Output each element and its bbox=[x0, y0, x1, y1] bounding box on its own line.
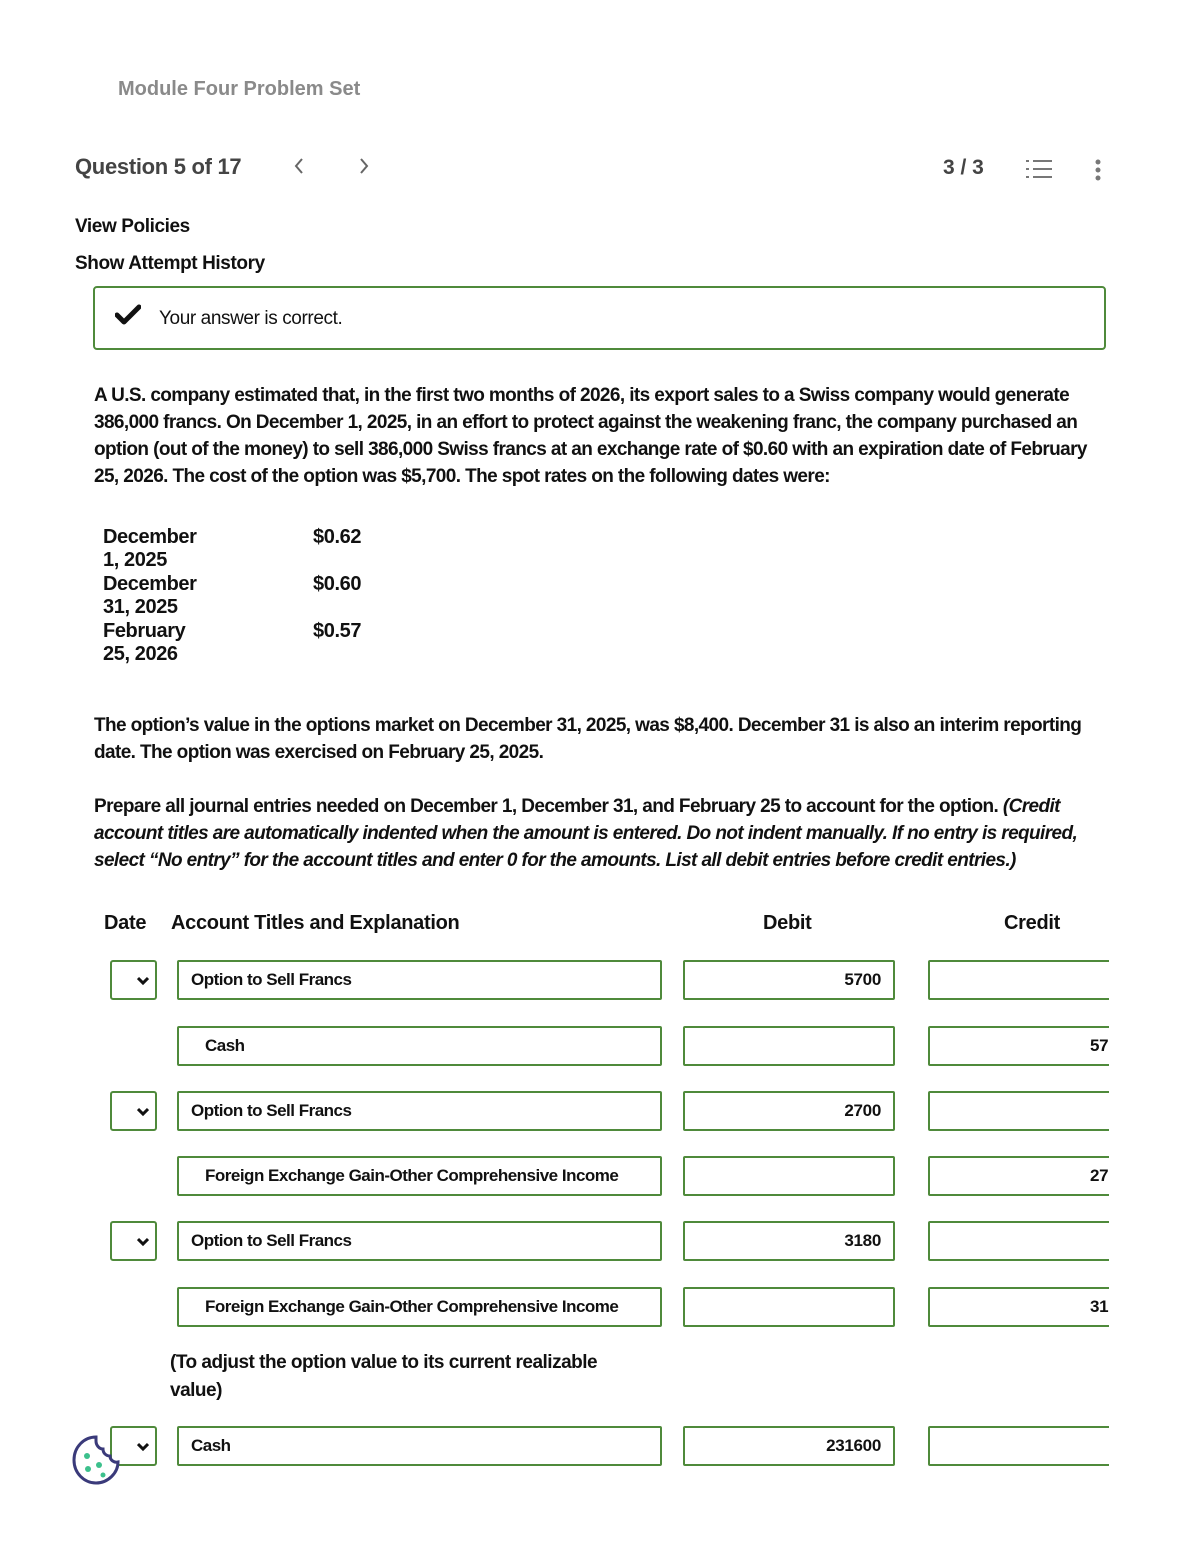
debit-input[interactable] bbox=[683, 1156, 895, 1196]
instructions-italic: (Credit account titles are automatically indented when the amount is entered. Do not indent manually. If no entry is required, select “No entry” for the account titles and enter 0 for the amounts. List all debit entries before credit entries.) bbox=[94, 796, 1078, 871]
header-date: Date bbox=[104, 912, 147, 934]
rate-date: December 31, 2025 bbox=[103, 573, 197, 618]
list-icon bbox=[1026, 158, 1052, 180]
score: 3 / 3 bbox=[943, 156, 984, 179]
show-attempt-history-link[interactable]: Show Attempt History bbox=[75, 253, 265, 274]
credit-input[interactable]: 27 bbox=[928, 1156, 1109, 1196]
more-vertical-icon bbox=[1090, 158, 1106, 182]
cookie-icon bbox=[70, 1434, 122, 1486]
date-select[interactable] bbox=[110, 1221, 157, 1261]
header-account: Account Titles and Explanation bbox=[171, 912, 460, 934]
cookie-settings-button[interactable] bbox=[70, 1434, 122, 1486]
chevron-left-icon bbox=[293, 156, 305, 176]
rate-value: $0.57 bbox=[313, 620, 362, 642]
debit-input[interactable]: 231600 bbox=[683, 1426, 895, 1466]
account-input[interactable]: Option to Sell Francs bbox=[177, 1221, 662, 1261]
chevron-down-icon bbox=[137, 1107, 149, 1117]
account-input[interactable]: Cash bbox=[177, 1026, 662, 1066]
chevron-down-icon bbox=[137, 976, 149, 986]
debit-input[interactable]: 5700 bbox=[683, 960, 895, 1000]
account-input[interactable]: Foreign Exchange Gain-Other Comprehensive Income bbox=[177, 1287, 662, 1327]
debit-input[interactable]: 2700 bbox=[683, 1091, 895, 1131]
rate-value: $0.60 bbox=[313, 573, 362, 595]
check-icon bbox=[115, 304, 141, 326]
debit-input[interactable]: 3180 bbox=[683, 1221, 895, 1261]
credit-input[interactable] bbox=[928, 960, 1109, 1000]
account-input[interactable]: Foreign Exchange Gain-Other Comprehensive Income bbox=[177, 1156, 662, 1196]
question-list-button[interactable] bbox=[1026, 158, 1052, 180]
instructions-paragraph bbox=[94, 793, 1106, 874]
chevron-down-icon bbox=[137, 1442, 149, 1452]
question-counter: Question 5 of 17 bbox=[75, 154, 242, 179]
feedback-message: Your answer is correct. bbox=[159, 308, 343, 329]
chevron-down-icon bbox=[137, 1237, 149, 1247]
credit-input[interactable]: 31 bbox=[928, 1287, 1109, 1327]
date-select[interactable] bbox=[110, 960, 157, 1000]
header-credit: Credit bbox=[1004, 912, 1060, 934]
prev-question-button[interactable] bbox=[293, 156, 305, 182]
credit-input[interactable]: 57 bbox=[928, 1026, 1109, 1066]
chevron-right-icon bbox=[358, 156, 370, 176]
date-select[interactable] bbox=[110, 1091, 157, 1131]
credit-input[interactable] bbox=[928, 1091, 1109, 1131]
credit-input[interactable] bbox=[928, 1221, 1109, 1261]
rate-date: December 1, 2025 bbox=[103, 526, 197, 571]
next-question-button[interactable] bbox=[358, 156, 370, 182]
rate-date: February 25, 2026 bbox=[103, 620, 186, 665]
account-input[interactable]: Cash bbox=[177, 1426, 662, 1466]
debit-input[interactable] bbox=[683, 1287, 895, 1327]
entry-explanation: (To adjust the option value to its current realizable value) bbox=[170, 1352, 598, 1401]
problem-paragraph-2: The option’s value in the options market on December 31, 2025, was $8,400. December 31 is also an interim reporting date. The option was exercised on February 25, 2025. bbox=[94, 715, 1082, 763]
account-input[interactable]: Option to Sell Francs bbox=[177, 960, 662, 1000]
more-options-button[interactable] bbox=[1090, 158, 1106, 182]
account-input[interactable]: Option to Sell Francs bbox=[177, 1091, 662, 1131]
instructions-text: Prepare all journal entries needed on December 1, December 31, and February 25 to account for the option. bbox=[94, 796, 999, 817]
credit-input[interactable] bbox=[928, 1426, 1109, 1466]
rate-value: $0.62 bbox=[313, 526, 362, 548]
debit-input[interactable] bbox=[683, 1026, 895, 1066]
feedback-box bbox=[93, 286, 1106, 350]
view-policies-link[interactable]: View Policies bbox=[75, 216, 190, 237]
module-title: Module Four Problem Set bbox=[118, 78, 361, 100]
header-debit: Debit bbox=[763, 912, 812, 934]
problem-paragraph-1: A U.S. company estimated that, in the first two months of 2026, its export sales to a Swiss company would generate 386,000 francs. On December 1, 2025, in an effort to protect against the weakening franc, the company purchased an option (out of the money) to sell 386,000 Swiss francs at an exchange rate of $0.60 with an expiration date of February 25, 2026. The cost of the option was $5,700. The spot rates on the following dates were: bbox=[94, 385, 1087, 487]
